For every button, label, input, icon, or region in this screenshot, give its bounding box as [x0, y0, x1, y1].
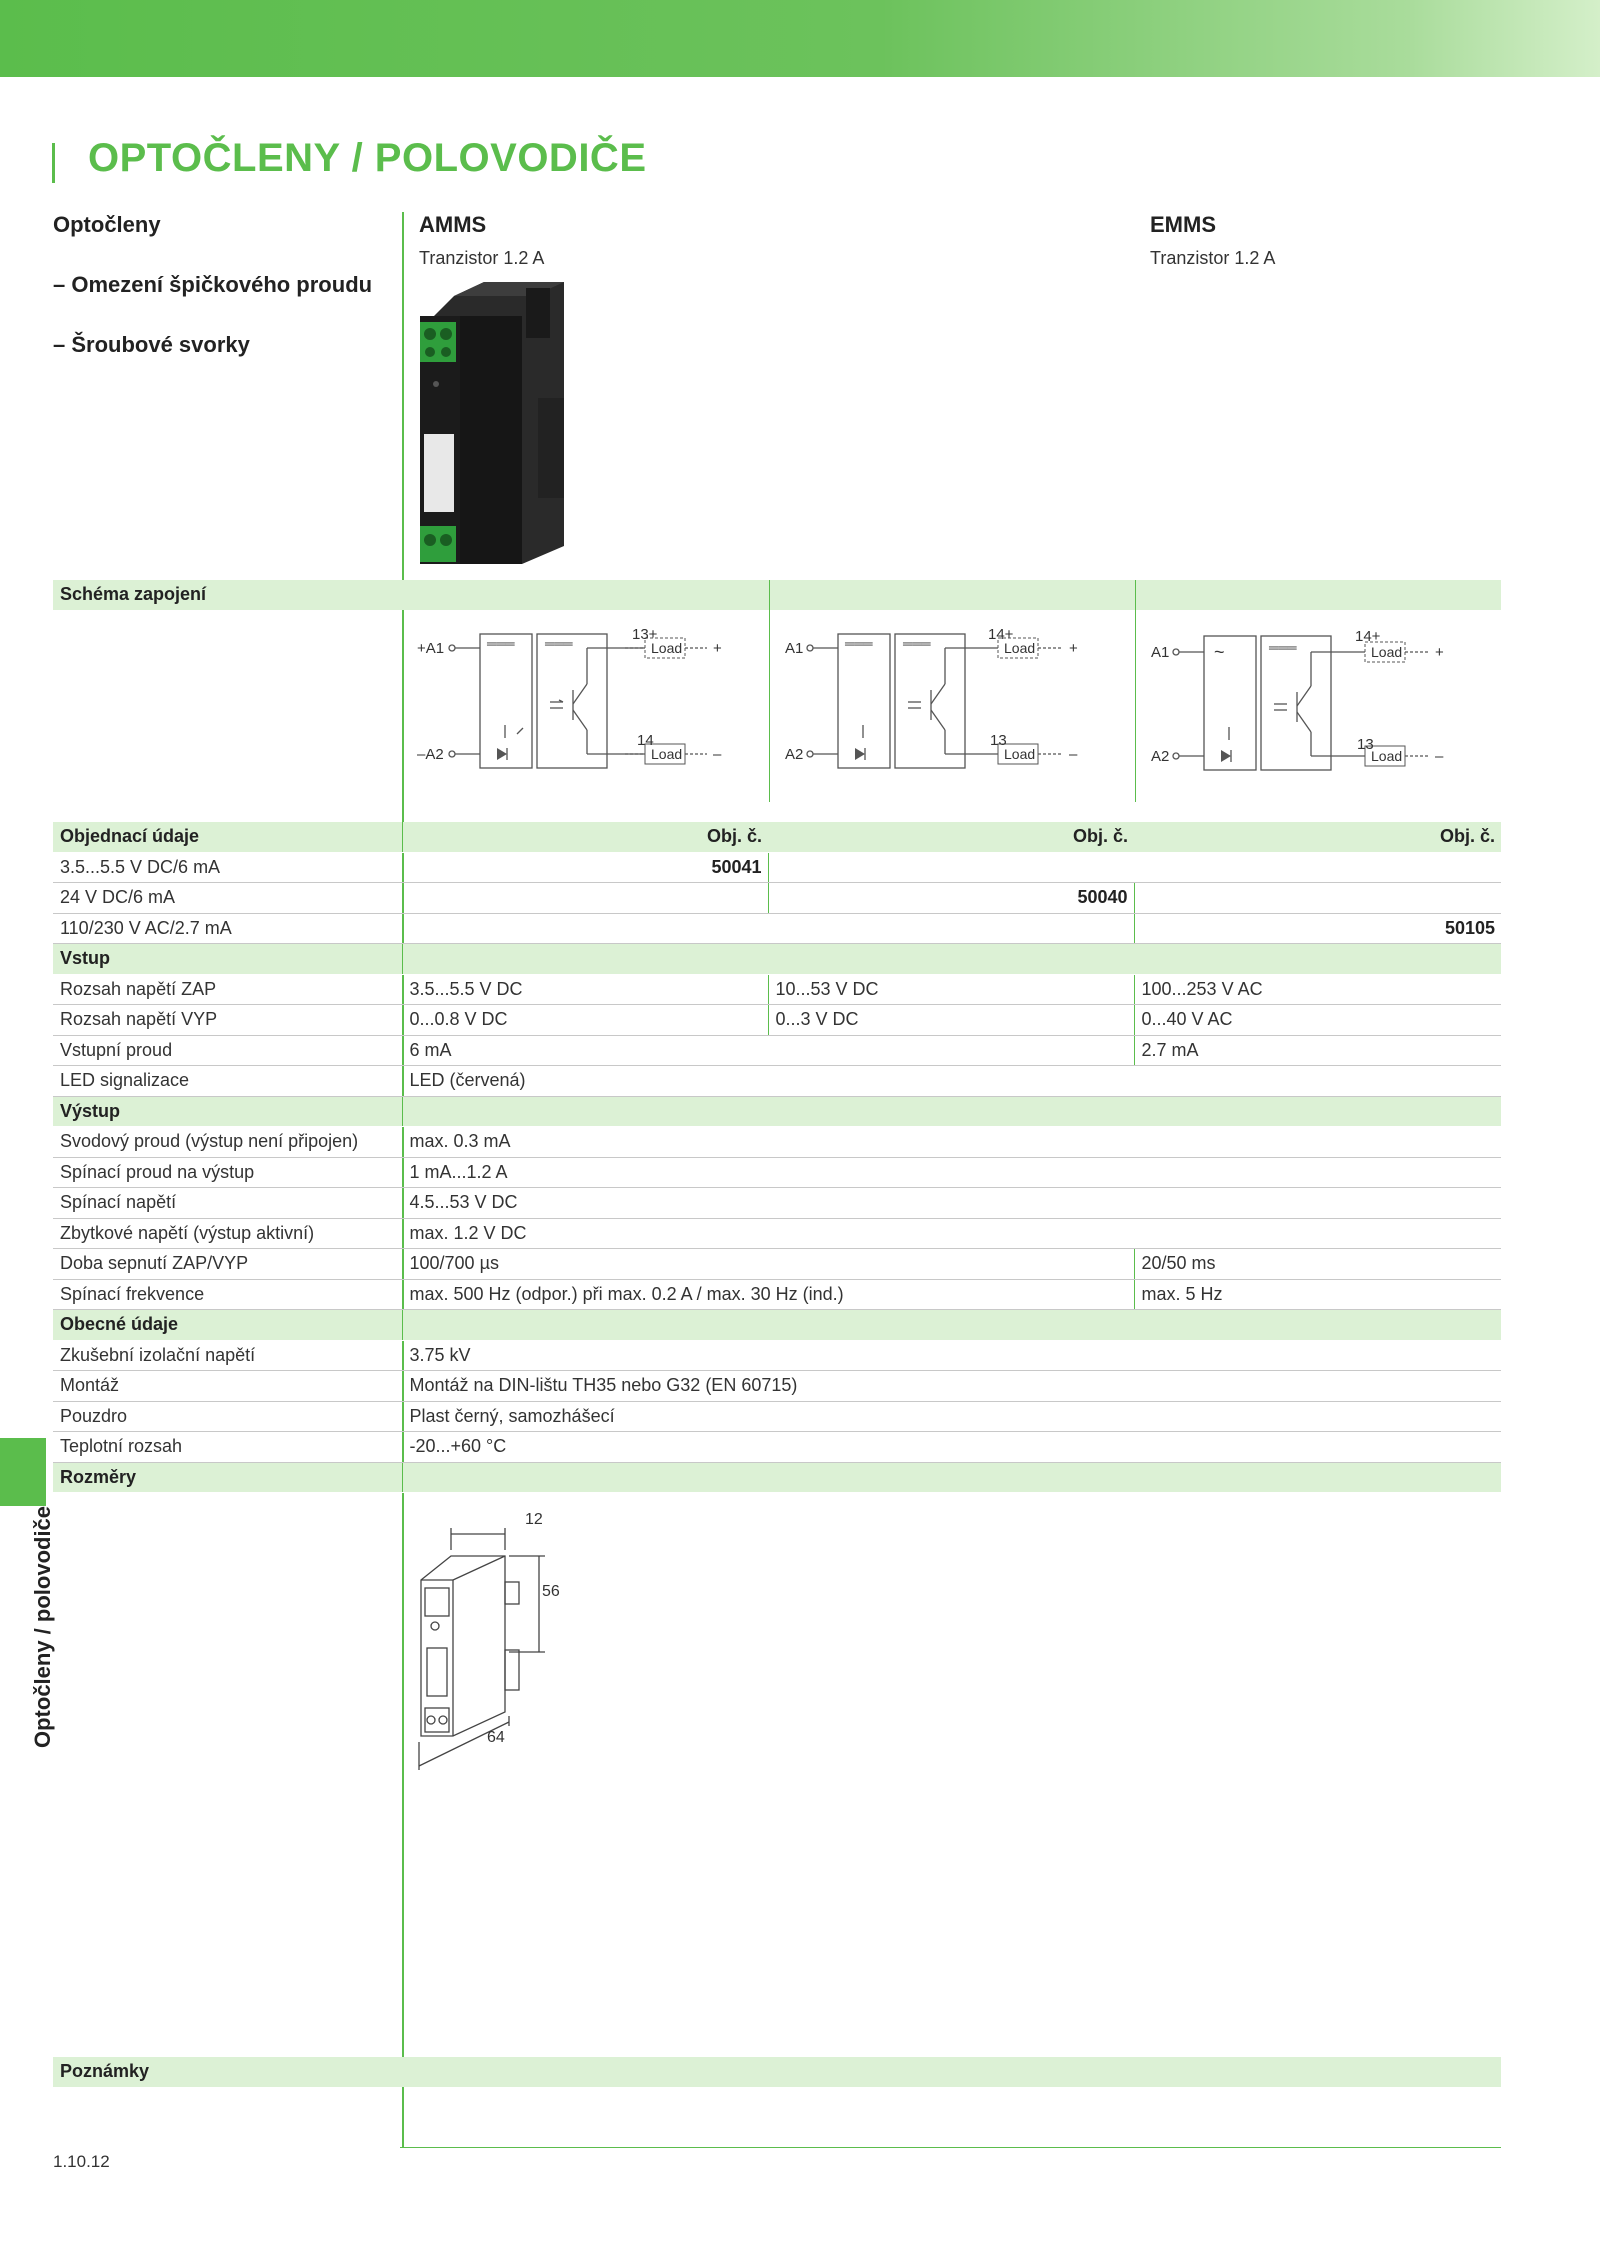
cell-value: 4.5...53 V DC [402, 1188, 1501, 1219]
schema-divider [1135, 580, 1136, 802]
cell-value: 3.75 kV [402, 1340, 1501, 1371]
terminal-out-bottom: 14 [637, 732, 654, 749]
order-number: 50105 [1134, 913, 1501, 944]
dimension-width: 12 [525, 1511, 543, 1528]
row-label: Rozsah napětí ZAP [53, 974, 402, 1005]
table-row [53, 1005, 1501, 1036]
dimension-height: 56 [542, 1583, 560, 1600]
row-label: Zbytkové napětí (výstup aktivní) [53, 1218, 402, 1249]
load-label: Load [1004, 640, 1036, 656]
side-tab-label: Optočleny / polovodiče [30, 1505, 55, 1748]
circuit-diagram-3 [1149, 622, 1499, 782]
order-number: 50041 [402, 852, 768, 883]
out-symbol: ═══ [903, 636, 931, 651]
ac-symbol: ~ [1214, 642, 1225, 662]
dimension-depth: 64 [487, 1729, 505, 1746]
table-row [53, 974, 1501, 1005]
in-symbol: ═══ [487, 636, 515, 651]
cell-value: 6 mA [402, 1035, 1134, 1066]
notes-label: Poznámky [60, 2061, 150, 2081]
title-accent-bar [52, 143, 55, 183]
cell-value: 10...53 V DC [768, 974, 1134, 1005]
cell-value: max. 5 Hz [1134, 1279, 1501, 1310]
schema-band [53, 580, 1501, 610]
product-sub: Tranzistor 1.2 A [419, 248, 545, 268]
side-tab-marker [0, 1438, 46, 1506]
table-row [53, 1401, 1501, 1432]
row-label: Montáž [53, 1371, 402, 1402]
terminal-in-plus: A1 [785, 640, 804, 657]
cell-value: LED (červená) [402, 1066, 1501, 1097]
row-label: 110/230 V AC/2.7 mA [53, 913, 402, 944]
section-header: Rozměry [53, 1462, 402, 1493]
circuit-diagram-2 [783, 620, 1133, 780]
order-number [1134, 852, 1501, 883]
terminal-in-minus: –A2 [417, 746, 444, 763]
out-symbol: ═══ [545, 636, 573, 651]
page-number: 1.10.12 [53, 2152, 110, 2171]
terminal-in-minus: A2 [1151, 748, 1170, 765]
row-label: Zkušební izolační napětí [53, 1340, 402, 1371]
terminal-out-top: 13+ [632, 626, 658, 643]
cell-value: 0...40 V AC [1134, 1005, 1501, 1036]
table-row [53, 1157, 1501, 1188]
in-symbol: ═══ [845, 636, 873, 651]
schema-label: Schéma zapojení [60, 584, 207, 604]
cell-value: 100...253 V AC [1134, 974, 1501, 1005]
intro-line-3: – Šroubové svorky [53, 332, 250, 357]
section-header: Vstup [53, 944, 402, 975]
product-photo [414, 278, 564, 566]
schema-divider [769, 580, 770, 802]
order-number: 50040 [768, 883, 1134, 914]
table-row [53, 822, 1501, 852]
spec-table [53, 822, 1501, 1493]
terminal-in-plus: +A1 [417, 640, 445, 657]
product-name: EMMS [1150, 212, 1216, 237]
table-row [53, 1066, 1501, 1097]
sign-minus: – [713, 746, 722, 763]
row-label: Svodový proud (výstup není připojen) [53, 1127, 402, 1158]
row-label: LED signalizace [53, 1066, 402, 1097]
row-label: Teplotní rozsah [53, 1432, 402, 1463]
table-row [53, 1188, 1501, 1219]
row-label: Spínací frekvence [53, 1279, 402, 1310]
cell-value: 0...0.8 V DC [402, 1005, 768, 1036]
order-col-header: Obj. č. [768, 822, 1134, 852]
cell-value: 0...3 V DC [768, 1005, 1134, 1036]
sign-plus: + [1069, 640, 1078, 657]
cell-value: -20...+60 °C [402, 1432, 1501, 1463]
terminal-out-top: 14+ [988, 626, 1014, 643]
intro-line-2: – Omezení špičkového proudu [53, 272, 373, 297]
terminal-out-top: 14+ [1355, 628, 1381, 645]
table-row [53, 1096, 1501, 1127]
order-number [402, 913, 768, 944]
cell-value: 2.7 mA [1134, 1035, 1501, 1066]
dimension-drawing [405, 1500, 595, 1780]
cell-value: max. 0.3 mA [402, 1127, 1501, 1158]
row-label: Rozsah napětí VYP [53, 1005, 402, 1036]
table-row [53, 944, 1501, 975]
section-header: Obecné údaje [53, 1310, 402, 1341]
table-row [53, 1310, 1501, 1341]
cell-value: Plast černý, samozhášecí [402, 1401, 1501, 1432]
intro-line-1: Optočleny [53, 212, 161, 237]
table-row [53, 1462, 1501, 1493]
top-green-band [0, 0, 1600, 77]
table-row [53, 1340, 1501, 1371]
table-row [53, 1035, 1501, 1066]
product-sub: Tranzistor 1.2 A [1150, 248, 1276, 268]
load-label: Load [1004, 746, 1036, 762]
notes-band [53, 2057, 1501, 2087]
order-col-header: Obj. č. [402, 822, 768, 852]
order-number [1134, 883, 1501, 914]
order-header-label: Objednací údaje [53, 822, 402, 852]
order-col-header: Obj. č. [1134, 822, 1501, 852]
row-label: Spínací napětí [53, 1188, 402, 1219]
cell-value: Montáž na DIN-lištu TH35 nebo G32 (EN 60715) [402, 1371, 1501, 1402]
load-label: Load [1371, 644, 1403, 660]
row-label: Pouzdro [53, 1401, 402, 1432]
intro-block [53, 212, 383, 392]
load-label: Load [1371, 748, 1403, 764]
cell-value: max. 1.2 V DC [402, 1218, 1501, 1249]
circuit-diagram-1 [415, 620, 765, 780]
terminal-in-plus: A1 [1151, 644, 1170, 661]
sign-plus: + [1435, 644, 1444, 661]
table-row [53, 1371, 1501, 1402]
sign-minus: – [1069, 746, 1078, 763]
cell-value: max. 500 Hz (odpor.) při max. 0.2 A / max. 30 Hz (ind.) [402, 1279, 1134, 1310]
row-label: 24 V DC/6 mA [53, 883, 402, 914]
table-row [53, 1279, 1501, 1310]
product-header-emms [1150, 212, 1275, 269]
order-number [768, 913, 1134, 944]
table-row [53, 883, 1501, 914]
sign-minus: – [1435, 748, 1444, 765]
order-number [768, 852, 1134, 883]
table-row [53, 1218, 1501, 1249]
table-row [53, 1249, 1501, 1280]
row-label: Vstupní proud [53, 1035, 402, 1066]
terminal-out-bottom: 13 [1357, 736, 1374, 753]
order-number [402, 883, 768, 914]
terminal-out-bottom: 13 [990, 732, 1007, 749]
row-label: Spínací proud na výstup [53, 1157, 402, 1188]
product-name: AMMS [419, 212, 487, 237]
cell-value: 1 mA...1.2 A [402, 1157, 1501, 1188]
row-label: 3.5...5.5 V DC/6 mA [53, 852, 402, 883]
cell-value: 20/50 ms [1134, 1249, 1501, 1280]
load-label: Load [651, 640, 683, 656]
load-label: Load [651, 746, 683, 762]
terminal-in-minus: A2 [785, 746, 804, 763]
bottom-rule [400, 2147, 1501, 2148]
page-title: OPTOČLENY / POLOVODIČE [88, 136, 647, 180]
table-row [53, 913, 1501, 944]
cell-value: 100/700 µs [402, 1249, 1134, 1280]
product-header-amms [419, 212, 544, 269]
table-row [53, 1432, 1501, 1463]
sign-plus: + [713, 640, 722, 657]
out-symbol: ═══ [1269, 640, 1297, 655]
section-header: Výstup [53, 1096, 402, 1127]
table-row [53, 852, 1501, 883]
cell-value: 3.5...5.5 V DC [402, 974, 768, 1005]
row-label: Doba sepnutí ZAP/VYP [53, 1249, 402, 1280]
table-row [53, 1127, 1501, 1158]
